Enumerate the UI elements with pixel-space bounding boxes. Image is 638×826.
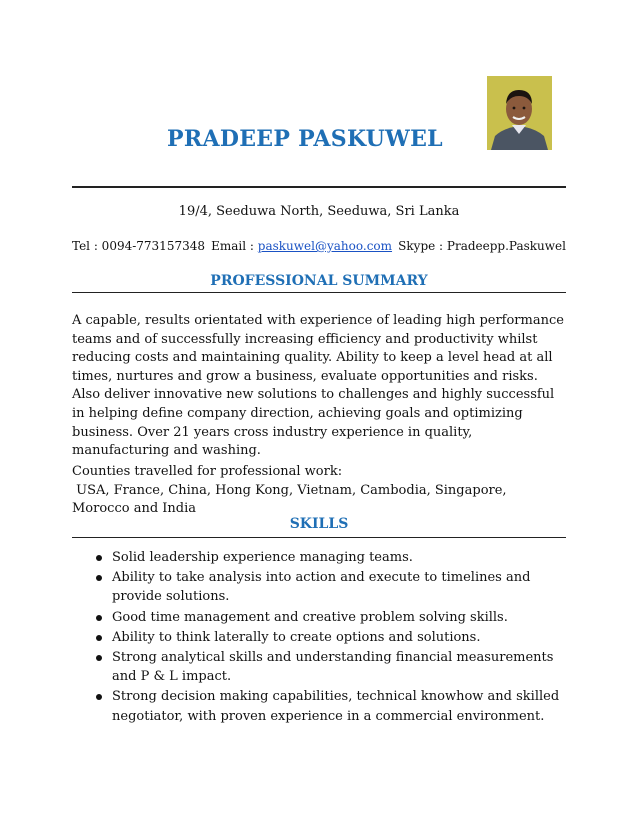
email-link[interactable]: paskuwel@yahoo.com <box>257 239 393 253</box>
bullet-icon <box>96 575 102 581</box>
skills-list <box>72 548 566 727</box>
list-item <box>72 548 566 567</box>
skills-divider <box>72 537 566 538</box>
bullet-icon <box>96 694 102 700</box>
section-heading-summary: PROFESSIONAL SUMMARY <box>210 273 428 289</box>
bullet-icon <box>96 555 102 561</box>
travel-countries: USA, France, China, Hong Kong, Vietnam, Cambodia, Singapore, Morocco and India <box>72 482 511 517</box>
candidate-name: PRADEEP PASKUWEL <box>167 126 443 152</box>
list-item <box>72 687 566 725</box>
bullet-icon <box>96 655 102 661</box>
list-item <box>72 608 566 627</box>
skill-text: Strong decision making capabilities, technical knowhow and skilled negotiator, with proven experience in a commercial environment. <box>112 689 560 724</box>
skill-text: Ability to take analysis into action and execute to timelines and provide solutions. <box>112 570 531 605</box>
summary-body <box>72 312 566 461</box>
travel-label: Counties travelled for professional work: <box>72 464 343 479</box>
list-item <box>72 648 566 686</box>
bullet-icon <box>96 615 102 621</box>
skype: Skype : Pradeepp.Paskuwel <box>398 239 566 253</box>
section-heading-skills: SKILLS <box>289 516 349 532</box>
skill-text: Good time management and creative problem solving skills. <box>112 609 508 625</box>
email-label: Email : <box>211 239 258 253</box>
summary-divider <box>72 292 566 293</box>
skill-text: Ability to think laterally to create options and solutions. <box>112 629 481 645</box>
email-line <box>211 239 392 253</box>
address: 19/4, Seeduwa North, Seeduwa, Sri Lanka <box>178 204 460 219</box>
skill-text: Solid leadership experience managing teams. <box>112 550 413 565</box>
skill-text: Strong analytical skills and understanding financial measurements and P & L impact. <box>112 650 554 685</box>
travel-info <box>72 463 566 519</box>
contact-line <box>72 239 566 253</box>
list-item <box>72 568 566 606</box>
bullet-icon <box>96 635 102 641</box>
telephone: Tel : 0094-773157348 <box>72 239 205 253</box>
list-item <box>72 628 566 647</box>
header-divider <box>72 186 566 188</box>
summary-paragraph: A capable, results orientated with experience of leading high performance teams and of successfully increasing efficiency and productivity whilst reducing costs and maintaining quality. Ability to keep a level head at all times, nurtures and grow a business, evaluate opportunities and risks. Also deliver innovative new solutions to challenges and highly successful in helping define company direction, achieving goals and optimizing business. Over 21 years cross industry experience in quality, manufacturing and washing. <box>72 313 564 459</box>
